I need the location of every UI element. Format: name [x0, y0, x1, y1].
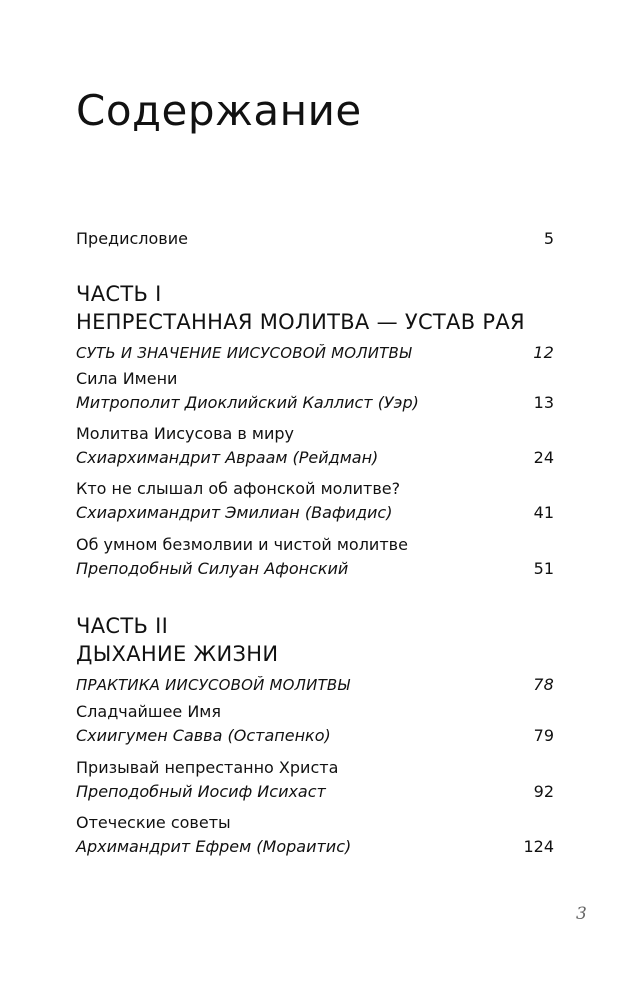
entry-title: Сила Имени — [76, 369, 178, 388]
toc-entry-title — [76, 534, 554, 556]
entry-page: 41 — [533, 503, 554, 522]
entry-title: Об умном безмолвии и чистой молитве — [76, 535, 408, 554]
entry-title: Молитва Иисусова в миру — [76, 424, 295, 443]
toc-section-1 — [76, 342, 554, 364]
toc-page — [76, 0, 554, 1000]
section-title: СУТЬ И ЗНАЧЕНИЕ ИИСУСОВОЙ МОЛИТВЫ — [76, 344, 412, 362]
section-page: 78 — [533, 675, 554, 694]
section-title: ПРАКТИКА ИИСУСОВОЙ МОЛИТВЫ — [76, 676, 350, 694]
toc-entry-author — [76, 781, 554, 803]
entry-title: Отеческие советы — [76, 813, 231, 832]
entry-page: 79 — [533, 726, 554, 745]
part-2-title: ДЫХАНИЕ ЖИЗНИ — [76, 642, 279, 666]
entry-author: Архимандрит Ефрем (Мораитис) — [76, 837, 352, 856]
toc-entry-title — [76, 478, 554, 500]
toc-entry-author — [76, 392, 554, 414]
toc-entry-author — [76, 725, 554, 747]
entry-page: 5 — [543, 229, 554, 248]
part-1-label: ЧАСТЬ I — [76, 282, 162, 306]
page-title: Содержание — [76, 86, 362, 135]
section-page: 12 — [533, 343, 554, 362]
entry-title: Сладчайшее Имя — [76, 702, 221, 721]
toc-entry-preface — [76, 228, 554, 250]
entry-page: 51 — [533, 559, 554, 578]
toc-entry-title — [76, 812, 554, 834]
entry-author: Митрополит Диоклийский Каллист (Уэр) — [76, 393, 419, 412]
entry-author: Схиигумен Савва (Остапенко) — [76, 726, 331, 745]
entry-author: Преподобный Силуан Афонский — [76, 559, 349, 578]
toc-entry-title — [76, 757, 554, 779]
entry-author: Преподобный Иосиф Исихаст — [76, 782, 326, 801]
entry-page: 13 — [533, 393, 554, 412]
entry-page: 92 — [533, 782, 554, 801]
toc-entry-title — [76, 368, 554, 390]
entry-page: 24 — [533, 448, 554, 467]
entry-title: Предисловие — [76, 229, 188, 248]
page-number: 3 — [576, 904, 587, 924]
entry-author: Схиархимандрит Авраам (Рейдман) — [76, 448, 379, 467]
entry-title: Призывай непрестанно Христа — [76, 758, 339, 777]
toc-section-2 — [76, 674, 554, 696]
toc-entry-title — [76, 423, 554, 445]
toc-entry-author — [76, 502, 554, 524]
toc-entry-author — [76, 558, 554, 580]
entry-title: Кто не слышал об афонской молитве? — [76, 479, 401, 498]
toc-entry-title — [76, 701, 554, 723]
toc-entry-author — [76, 836, 554, 858]
entry-page: 124 — [523, 837, 554, 856]
toc-entry-author — [76, 447, 554, 469]
part-1-title: НЕПРЕСТАННАЯ МОЛИТВА — УСТАВ РАЯ — [76, 310, 525, 334]
part-2-label: ЧАСТЬ II — [76, 614, 169, 638]
entry-author: Схиархимандрит Эмилиан (Вафидис) — [76, 503, 393, 522]
